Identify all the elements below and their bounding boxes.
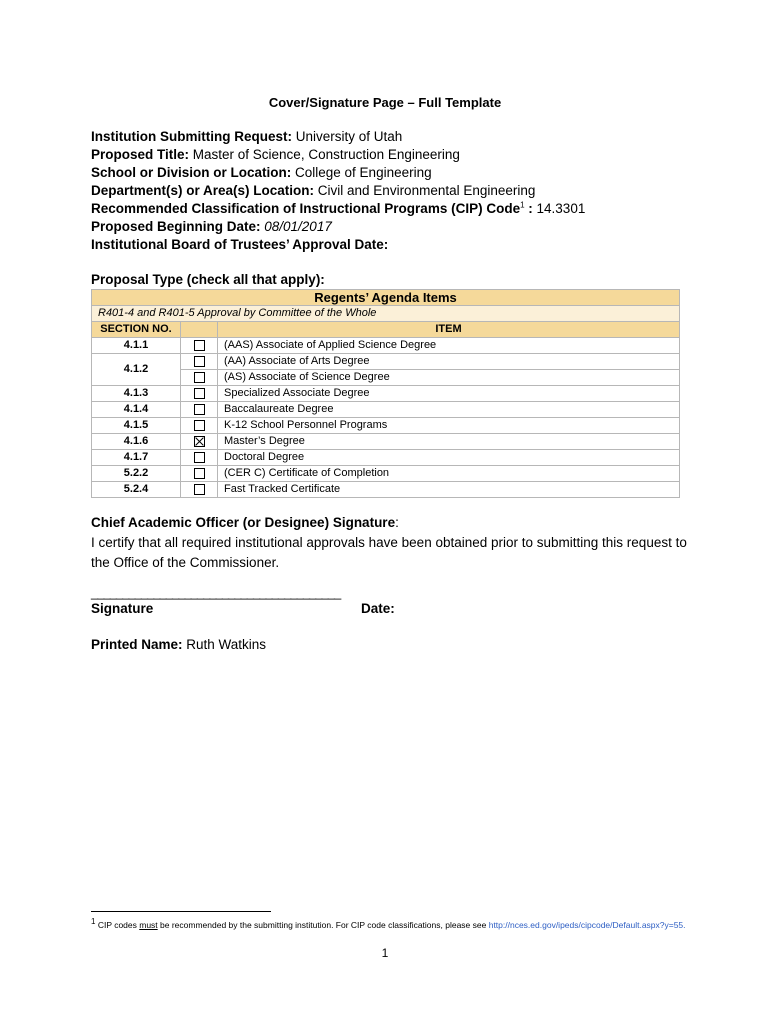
proposed-title-row xyxy=(91,146,691,164)
footnote xyxy=(91,917,686,930)
institution-row xyxy=(91,128,691,146)
cip-value: 14.3301 xyxy=(536,201,586,216)
section-column-header: SECTION NO. xyxy=(92,322,181,338)
checkbox-5-2-2[interactable] xyxy=(194,468,205,479)
section-number: 4.1.3 xyxy=(92,386,181,402)
begin-date-row xyxy=(91,218,691,236)
section-number: 4.1.2 xyxy=(92,354,181,386)
item-label: (AA) Associate of Arts Degree xyxy=(218,354,680,370)
footnote-must: must xyxy=(139,920,158,930)
proposed-title-label: Proposed Title: xyxy=(91,147,190,162)
cao-heading: Chief Academic Officer (or Designee) Signature xyxy=(91,515,396,530)
checkbox-4-1-1[interactable] xyxy=(194,340,205,351)
checkbox-4-1-2-aa[interactable] xyxy=(194,356,205,367)
checkbox-4-1-6-checked[interactable] xyxy=(194,436,205,447)
item-label: (AAS) Associate of Applied Science Degree xyxy=(218,338,680,354)
checkbox-4-1-3[interactable] xyxy=(194,388,205,399)
table-row xyxy=(92,402,680,418)
cip-label: Recommended Classification of Instructional Programs (CIP) Code xyxy=(91,201,521,216)
footnote-divider xyxy=(91,911,271,912)
checkbox-4-1-4[interactable] xyxy=(194,404,205,415)
footnote-text-a: CIP codes xyxy=(95,920,140,930)
proposal-type-label: Proposal Type (check all that apply): xyxy=(91,272,325,287)
table-row xyxy=(92,418,680,434)
item-label: Doctoral Degree xyxy=(218,450,680,466)
institution-label: Institution Submitting Request: xyxy=(91,129,292,144)
signature-line: ________________________________________ xyxy=(91,585,341,600)
section-number: 4.1.5 xyxy=(92,418,181,434)
cip-separator: : xyxy=(524,201,537,216)
section-number: 4.1.1 xyxy=(92,338,181,354)
table-subheader: R401-4 and R401-5 Approval by Committee of the Whole xyxy=(92,306,680,322)
item-label: K-12 School Personnel Programs xyxy=(218,418,680,434)
page-number: 1 xyxy=(381,946,389,960)
table-row xyxy=(92,354,680,370)
item-label: Specialized Associate Degree xyxy=(218,386,680,402)
department-value: Civil and Environmental Engineering xyxy=(314,183,536,198)
cip-footnote-marker: 1 xyxy=(520,200,525,210)
signature-label: Signature xyxy=(91,601,154,616)
item-label: Master’s Degree xyxy=(218,434,680,450)
section-number: 5.2.4 xyxy=(92,482,181,498)
board-approval-label: Institutional Board of Trustees’ Approval Date: xyxy=(91,237,389,252)
checkbox-4-1-5[interactable] xyxy=(194,420,205,431)
table-row xyxy=(92,338,680,354)
school-label: School or Division or Location: xyxy=(91,165,292,180)
table-row xyxy=(92,434,680,450)
item-label: (CER C) Certificate of Completion xyxy=(218,466,680,482)
item-column-header: ITEM xyxy=(218,322,680,338)
checkbox-4-1-7[interactable] xyxy=(194,452,205,463)
footnote-text-b: be recommended by the submitting institution. For CIP code classifications, please see xyxy=(157,920,489,930)
proposed-title-value: Master of Science, Construction Engineering xyxy=(189,147,460,162)
section-number: 4.1.6 xyxy=(92,434,181,450)
section-number: 4.1.7 xyxy=(92,450,181,466)
table-row xyxy=(92,466,680,482)
cip-url-link[interactable]: http://nces.ed.gov/ipeds/cipcode/Default.aspx?y=55. xyxy=(488,920,686,930)
checkbox-4-1-2-as[interactable] xyxy=(194,372,205,383)
cip-row xyxy=(91,200,691,218)
school-row xyxy=(91,164,691,182)
cao-section xyxy=(91,513,691,573)
table-row xyxy=(92,386,680,402)
table-header: Regents’ Agenda Items xyxy=(92,290,680,306)
section-number: 5.2.2 xyxy=(92,466,181,482)
date-label: Date: xyxy=(361,601,395,616)
certification-statement: I certify that all required institutional approvals have been obtained prior to submitting this request to the Office of the Commissioner. xyxy=(91,535,687,570)
table-row xyxy=(92,450,680,466)
table-row xyxy=(92,482,680,498)
checkbox-column-header xyxy=(181,322,218,338)
department-row xyxy=(91,182,691,200)
page-title: Cover/Signature Page – Full Template xyxy=(268,95,502,110)
printed-name-value: Ruth Watkins xyxy=(182,637,267,652)
institution-value: University of Utah xyxy=(291,129,403,144)
department-label: Department(s) or Area(s) Location: xyxy=(91,183,315,198)
item-label: (AS) Associate of Science Degree xyxy=(218,370,680,386)
school-value: College of Engineering xyxy=(291,165,432,180)
item-label: Fast Tracked Certificate xyxy=(218,482,680,498)
printed-name xyxy=(91,637,266,652)
item-label: Baccalaureate Degree xyxy=(218,402,680,418)
checkbox-5-2-4[interactable] xyxy=(194,484,205,495)
request-fields xyxy=(91,128,691,254)
cao-heading-row xyxy=(91,513,691,533)
regents-agenda-table xyxy=(91,289,680,498)
begin-date-value: 08/01/2017 xyxy=(260,219,332,234)
table-row xyxy=(92,370,680,386)
printed-name-label: Printed Name: xyxy=(91,637,183,652)
section-number: 4.1.4 xyxy=(92,402,181,418)
cao-colon: : xyxy=(395,515,399,530)
board-approval-row xyxy=(91,236,691,254)
begin-date-label: Proposed Beginning Date: xyxy=(91,219,261,234)
footnote-marker: 1 xyxy=(91,917,96,927)
